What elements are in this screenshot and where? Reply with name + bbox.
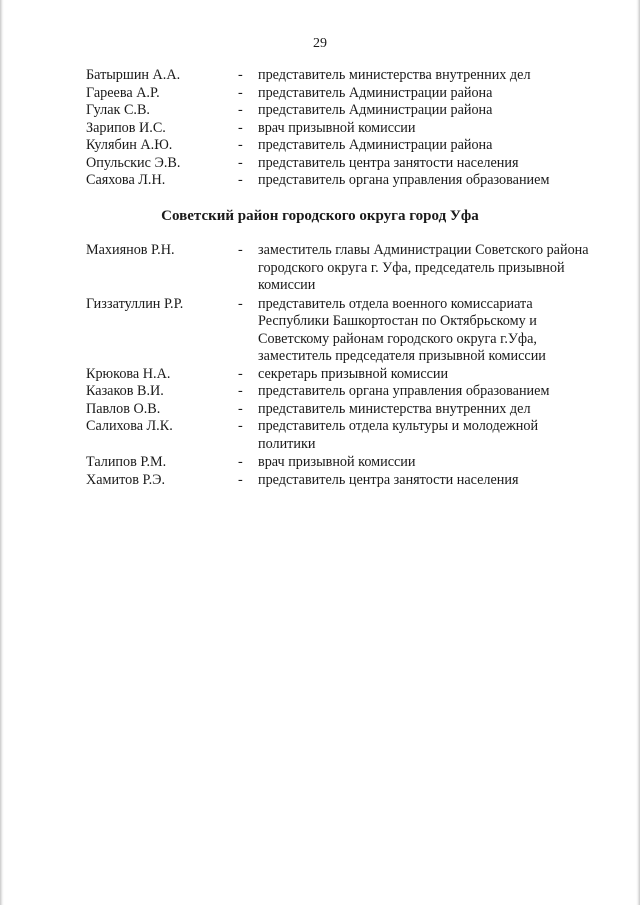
list-item (86, 137, 596, 155)
member-name: Гулак С.В. (86, 102, 150, 118)
member-name: Казаков В.И. (86, 383, 164, 399)
list-item (86, 172, 596, 190)
member-name: Батыршин А.А. (86, 67, 181, 83)
member-name: Салихова Л.К. (86, 418, 173, 434)
page-number: 29 (313, 36, 327, 51)
list-item (86, 454, 596, 472)
member-role: представитель Администрации района (258, 102, 493, 118)
member-role: представитель центра занятости населения (258, 154, 519, 171)
member-name: Павлов О.В. (86, 400, 161, 417)
list-item (86, 67, 596, 85)
member-name: Гареева А.Р. (86, 84, 160, 101)
member-name: Хамитов Р.Э. (86, 471, 166, 488)
dash-separator: - (238, 119, 243, 136)
commission-list-bottom (86, 242, 596, 489)
list-item (86, 242, 596, 295)
list-item (86, 383, 596, 401)
member-role: заместитель главы Администрации Советского района городского округа г. Уфа, председатель призывной комиссии (258, 242, 589, 293)
list-item (86, 366, 596, 384)
member-role: врач призывной комиссии (258, 454, 416, 470)
list-item (86, 102, 596, 120)
list-item (86, 120, 596, 138)
member-name: Талипов Р.М. (86, 454, 167, 470)
member-role: представитель органа управления образованием (258, 172, 550, 188)
list-item (86, 296, 596, 366)
dash-separator: - (238, 102, 243, 118)
member-role: врач призывной комиссии (258, 119, 416, 136)
member-name: Зарипов И.С. (86, 119, 166, 136)
list-item (86, 85, 596, 103)
dash-separator: - (238, 172, 243, 188)
member-name: Гиззатуллин Р.Р. (86, 295, 184, 312)
dash-separator: - (238, 242, 243, 258)
list-item (86, 155, 596, 173)
member-role: представитель отдела культуры и молодежной политики (258, 418, 539, 452)
dash-separator: - (238, 67, 243, 83)
dash-separator: - (238, 365, 243, 382)
member-role: представитель министерства внутренних дел (258, 67, 531, 83)
member-role: представитель центра занятости населения (258, 471, 519, 488)
member-role: секретарь призывной комиссии (258, 365, 449, 382)
member-role: представитель министерства внутренних дел (258, 400, 531, 417)
dash-separator: - (238, 471, 243, 488)
member-role: представитель Администрации района (258, 84, 493, 101)
dash-separator: - (238, 418, 243, 434)
dash-separator: - (238, 295, 243, 312)
dash-separator: - (238, 454, 243, 470)
dash-separator: - (238, 400, 243, 417)
section-heading: Советский район городского округа город Уфа (161, 208, 479, 224)
member-role: представитель Администрации района (258, 137, 493, 153)
dash-separator: - (238, 137, 243, 153)
page-edge-right (636, 0, 640, 905)
member-name: Кулябин А.Ю. (86, 137, 173, 153)
page-edge-left (0, 0, 4, 905)
dash-separator: - (238, 154, 243, 171)
list-item (86, 472, 596, 490)
member-name: Махиянов Р.Н. (86, 242, 175, 258)
dash-separator: - (238, 383, 243, 399)
member-role: представитель отдела военного комиссариата Республики Башкортостан по Октябрьскому и Советскому районам городского округа г.Уфа, заместитель председателя призывной комиссии (258, 295, 546, 364)
dash-separator: - (238, 84, 243, 101)
list-item (86, 401, 596, 419)
list-item (86, 418, 596, 453)
member-role: представитель органа управления образованием (258, 383, 550, 399)
member-name: Опульскис Э.В. (86, 154, 181, 171)
commission-list-top (86, 67, 596, 190)
member-name: Саяхова Л.Н. (86, 172, 166, 188)
member-name: Крюкова Н.А. (86, 365, 171, 382)
